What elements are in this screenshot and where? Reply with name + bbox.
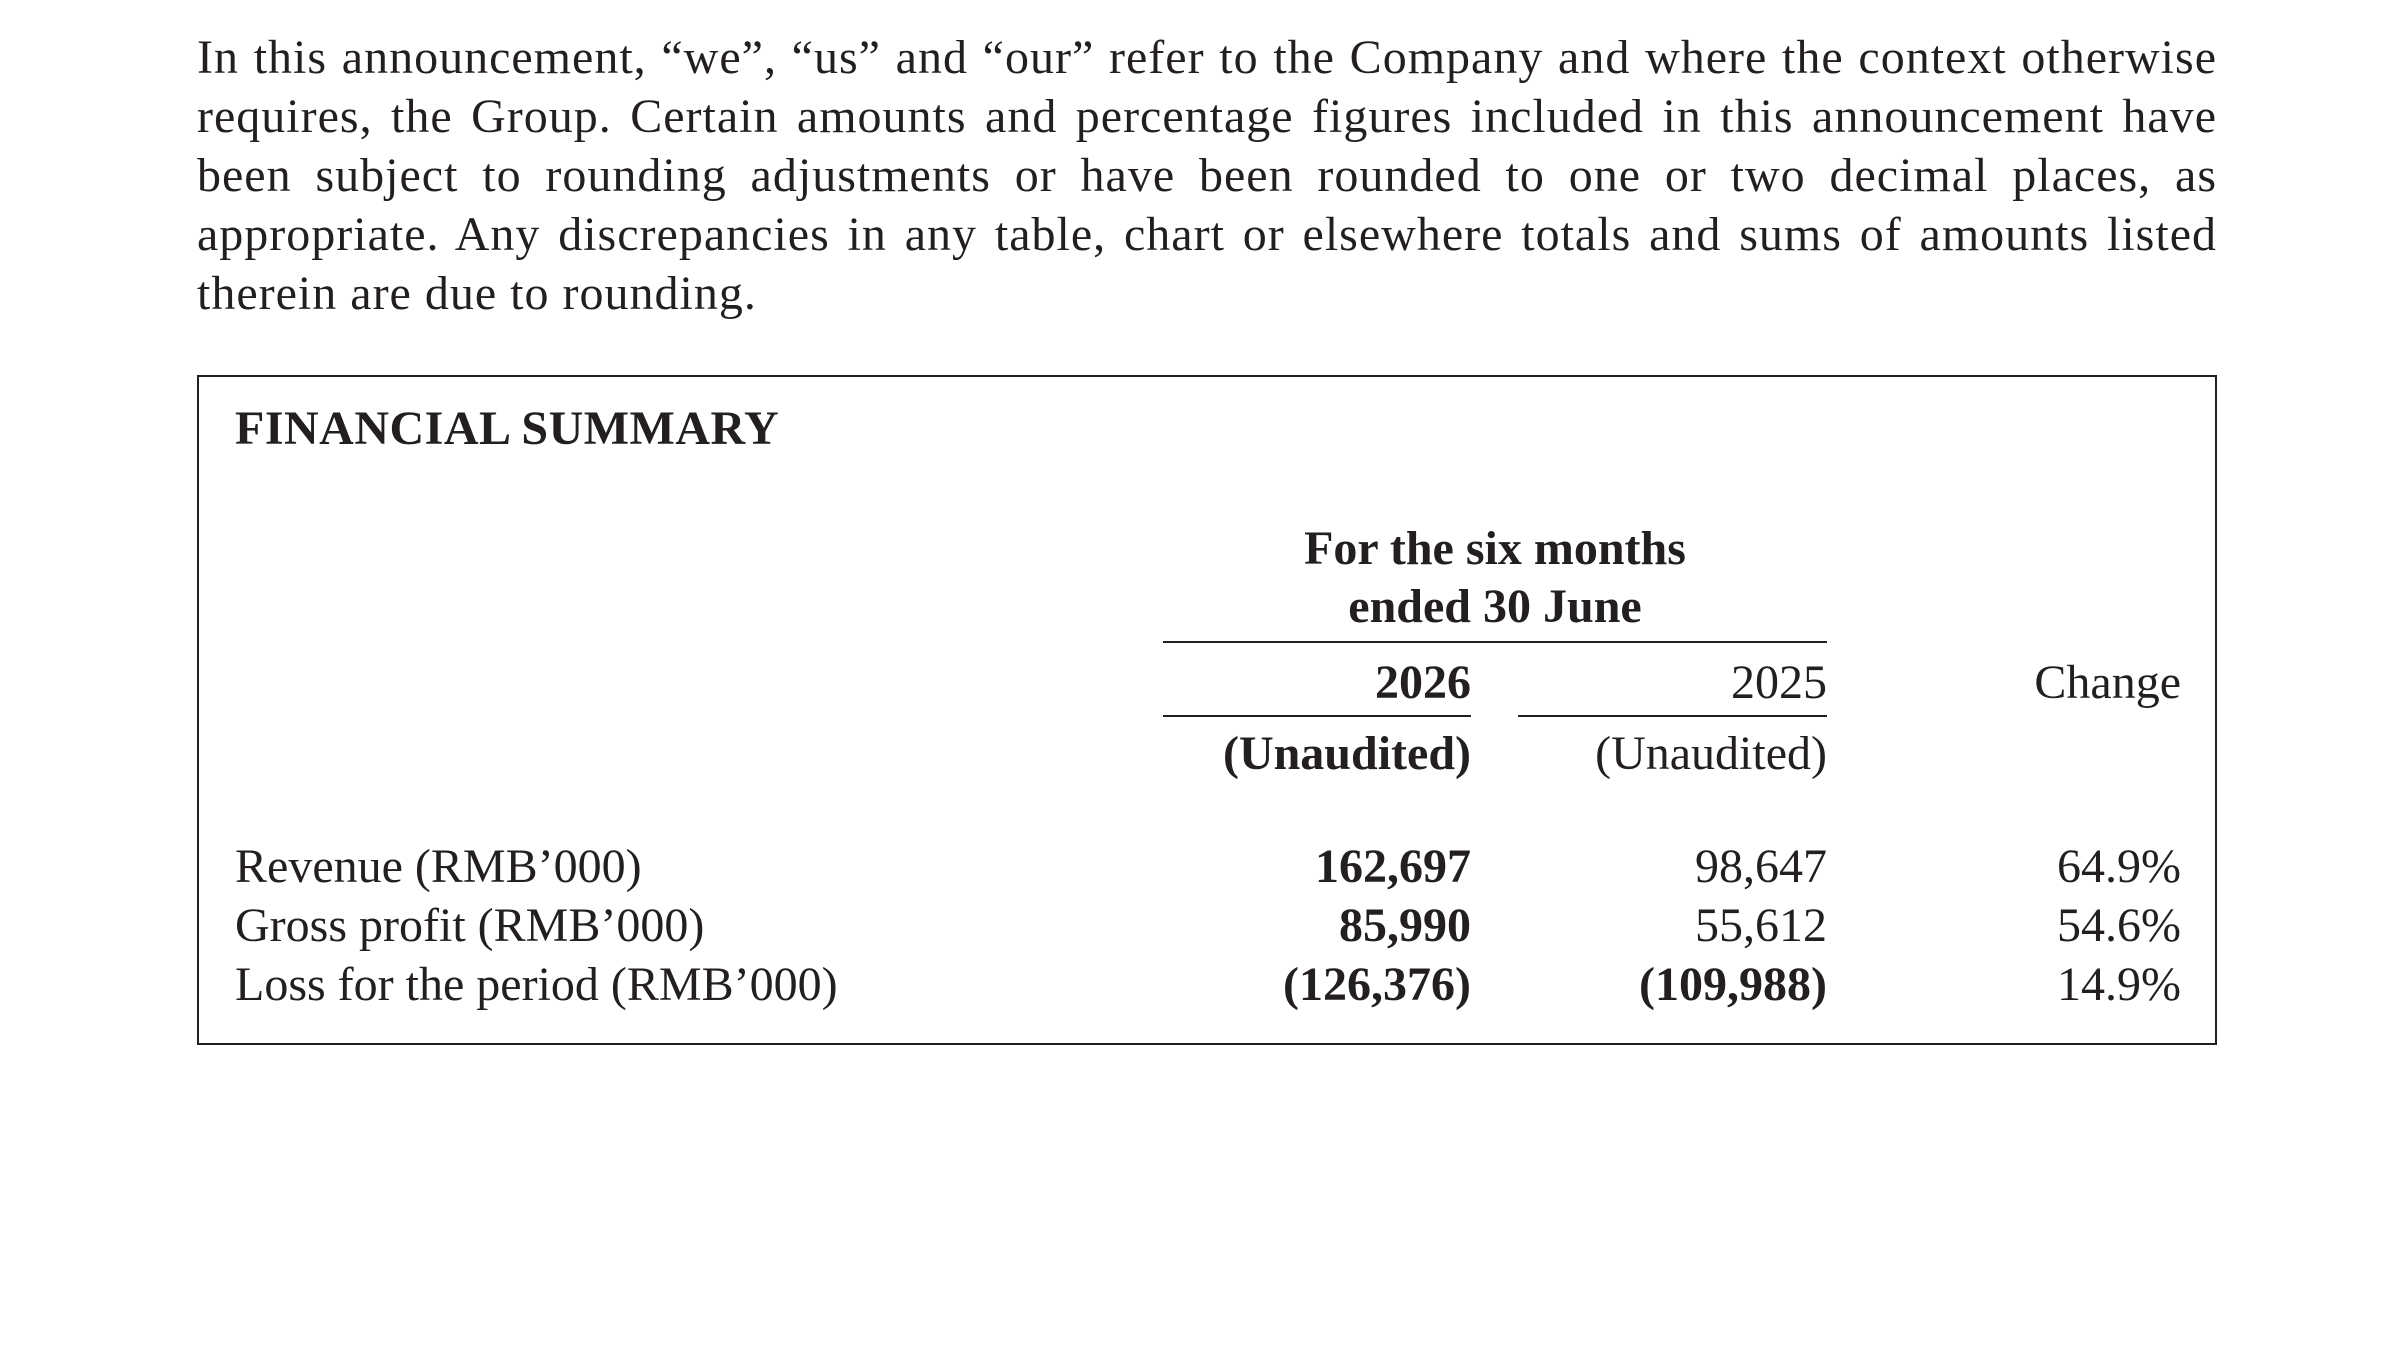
loss-2026: (126,376) <box>1283 958 1471 1011</box>
column-header-change: Change <box>2034 656 2181 709</box>
loss-change: 14.9% <box>2057 958 2181 1011</box>
status-2026: (Unaudited) <box>1222 727 1471 780</box>
period-heading-line2: ended 30 June <box>1348 580 1642 633</box>
loss-2025: (109,988) <box>1639 958 1827 1011</box>
revenue-change: 64.9% <box>2057 840 2181 893</box>
revenue-2026: 162,697 <box>1315 840 1471 893</box>
rule-under-2026 <box>1163 715 1471 717</box>
period-heading-rule <box>1163 641 1827 643</box>
row-label-gross-profit: Gross profit (RMB’000) <box>235 899 705 952</box>
column-header-2025: 2025 <box>1731 656 1827 709</box>
row-label-loss: Loss for the period (RMB’000) <box>235 958 838 1011</box>
status-2025: (Unaudited) <box>1595 727 1827 780</box>
intro-paragraph: In this announcement, “we”, “us” and “our” refer to the Company and where the context otherwise requires, the Group. Certain amounts and percentage figures included in this announcement have been subject to rounding adjustments or have been rounded to one or two decimal places, as appropriate. Any discrepancies in any table, chart or elsewhere totals and sums of amounts listed therein are due to rounding. <box>197 31 2217 320</box>
revenue-2025: 98,647 <box>1695 840 1827 893</box>
financial-summary-box <box>197 375 2217 1045</box>
row-label-revenue: Revenue (RMB’000) <box>235 840 642 893</box>
period-heading-line1: For the six months <box>1304 522 1686 575</box>
gross-profit-2025: 55,612 <box>1695 899 1827 952</box>
gross-profit-change: 54.6% <box>2057 899 2181 952</box>
gross-profit-2026: 85,990 <box>1339 899 1471 952</box>
rule-under-2025 <box>1518 715 1827 717</box>
financial-summary-title: FINANCIAL SUMMARY <box>235 402 780 455</box>
column-header-2026: 2026 <box>1375 656 1471 709</box>
period-heading <box>1163 520 1827 636</box>
